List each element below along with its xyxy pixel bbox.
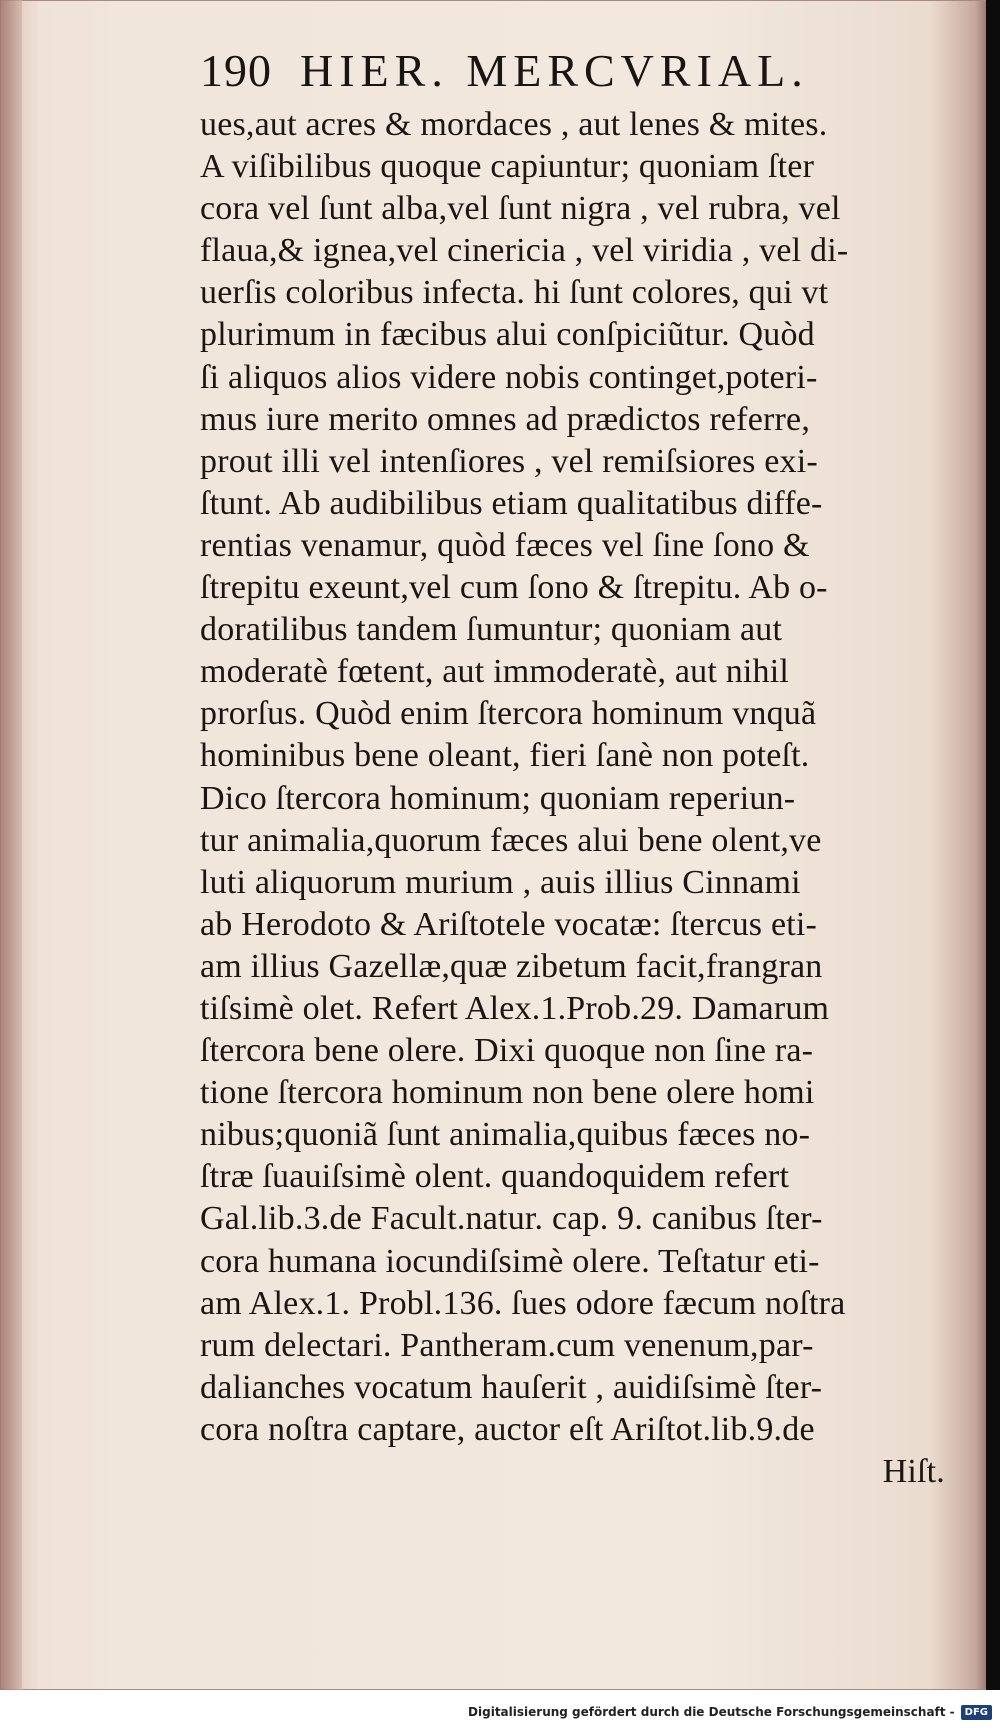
text-line: Dico ſtercora hominum; quoniam reperiun-	[200, 779, 796, 817]
text-line: ues,aut acres & mordaces , aut lenes & mites.	[200, 106, 828, 143]
text-line: prout illi vel intenſiores , vel remiſsiores exi-	[200, 442, 818, 480]
text-line: am Alex.1. Probl.136. ſues odore fæcum noſtra	[200, 1284, 846, 1322]
text-line: luti aliquorum murium , auis illius Cinnami	[200, 863, 801, 901]
text-line: tiſsimè olet. Refert Alex.1.Prob.29. Damarum	[200, 989, 830, 1027]
body-text	[200, 104, 945, 1493]
text-line: flaua,& ignea,vel cinericia , vel viridia , vel di-	[200, 232, 849, 270]
text-line: ab Herodoto & Ariſtotele vocatæ: ſtercus eti-	[200, 905, 818, 943]
text-line: doratilibus tandem ſumuntur; quoniam aut	[200, 611, 783, 649]
text-line: cora noſtra captare, auctor eſt Ariſtot.lib.9.de	[200, 1410, 815, 1448]
text-line: uerſis coloribus infecta. hi ſunt colores, qui vt	[200, 274, 829, 312]
text-line: am illius Gazellæ,quæ zibetum facit,frangran	[200, 947, 823, 985]
text-line: dalianches vocatum hauſerit , auidiſsimè ſter-	[200, 1368, 823, 1406]
text-line: tione ſtercora hominum non bene olere homi	[200, 1074, 815, 1112]
page-gutter-shadow	[0, 0, 22, 1690]
digitization-credit	[0, 1700, 1000, 1724]
text-line: ſtercora bene olere. Dixi quoque non ſine ra-	[200, 1032, 814, 1070]
text-line: cora humana iocundiſsimè olere. Teſtatur eti-	[200, 1242, 820, 1280]
text-line: moderatè fœtent, aut immoderatè, aut nihil	[200, 653, 790, 691]
text-line: tur animalia,quorum fæces alui bene olent,ve	[200, 821, 822, 859]
running-title: HIER. MERCVRIAL.	[300, 45, 809, 96]
text-line: mus iure merito omnes ad prædictos referre,	[200, 400, 811, 438]
text-line: nibus;quoniã ſunt animalia,quibus fæces no-	[200, 1116, 811, 1154]
dfg-logo-icon: DFG	[961, 1705, 992, 1720]
text-line: ſtrepitu exeunt,vel cum ſono & ſtrepitu. Ab o-	[200, 569, 828, 607]
running-head	[200, 44, 960, 104]
text-line: A viſibilibus quoque capiuntur; quoniam ſter	[200, 148, 815, 186]
text-line: plurimum in fæcibus alui conſpiciũtur. Quòd	[200, 316, 815, 354]
text-line: ſtræ ſuauiſsimè olent. quandoquidem refert	[200, 1158, 790, 1196]
text-line: ſi aliquos alios videre nobis continget,poteri-	[200, 358, 818, 396]
scanner-backdrop	[986, 0, 1000, 1690]
text-line: cora vel ſunt alba,vel ſunt nigra , vel rubra, vel	[200, 190, 841, 228]
text-line: Gal.lib.3.de Facult.natur. cap. 9. canibus ſter-	[200, 1200, 823, 1238]
text-line: ſtunt. Ab audibilibus etiam qualitatibus diffe-	[200, 484, 823, 522]
text-line: prorſus. Quòd enim ſtercora hominum vnquã	[200, 695, 817, 733]
credit-text: Digitalisierung gefördert durch die Deutsche Forschungsgemeinschaft -	[468, 1705, 955, 1719]
text-line: hominibus bene oleant, fieri ſanè non poteſt.	[200, 737, 810, 775]
text-line: rum delectari. Pantheram.cum venenum,par-	[200, 1326, 814, 1364]
page-number: 190	[200, 45, 272, 96]
catchword: Hiſt.	[882, 1453, 945, 1490]
text-line: rentias venamur, quòd fæces vel ſine ſono &	[200, 526, 810, 564]
